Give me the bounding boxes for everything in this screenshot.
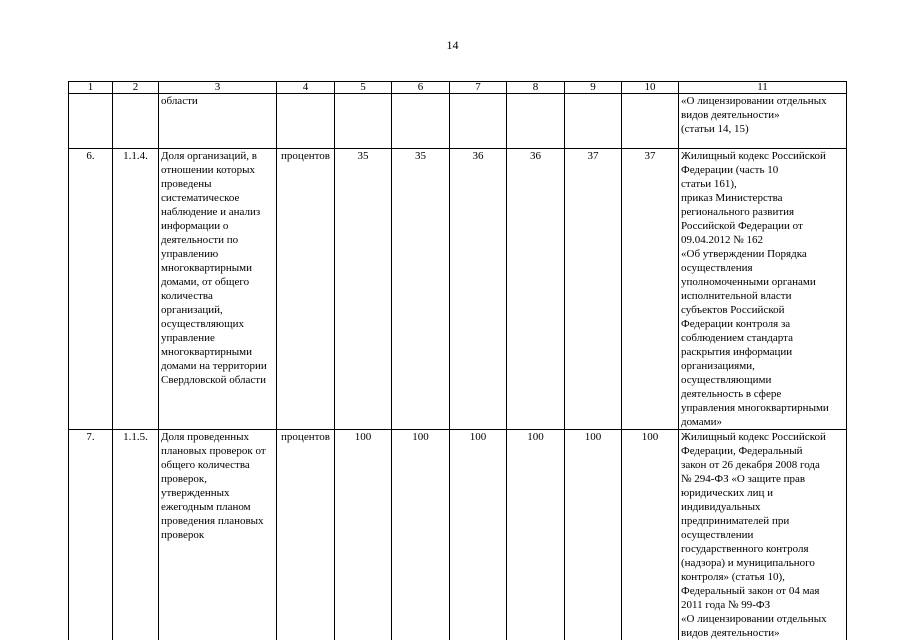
value-col6: 100 (392, 430, 450, 640)
value-col8: 36 (507, 149, 565, 430)
indicators-table (68, 81, 847, 640)
row-number (69, 94, 113, 149)
indicator-code: 1.1.4. (113, 149, 159, 430)
column-header: 8 (507, 82, 565, 94)
indicator-code (113, 94, 159, 149)
value-col7 (450, 94, 507, 149)
indicator-name: Доля проведенных плановых проверок от общего количества проверок, утвержденных ежегодным планом проведения плановых проверок (159, 430, 277, 640)
unit (277, 94, 335, 149)
column-header: 11 (679, 82, 847, 94)
row-number: 6. (69, 149, 113, 430)
value-col9: 100 (565, 430, 622, 640)
column-header: 9 (565, 82, 622, 94)
column-number-header-row (69, 82, 847, 94)
value-col6 (392, 94, 450, 149)
value-col5: 35 (335, 149, 392, 430)
value-col10 (622, 94, 679, 149)
page-number: 14 (446, 38, 459, 52)
table-row (69, 430, 847, 640)
column-header: 7 (450, 82, 507, 94)
table-row (69, 149, 847, 430)
column-header: 10 (622, 82, 679, 94)
value-col8 (507, 94, 565, 149)
value-col5: 100 (335, 430, 392, 640)
value-col8: 100 (507, 430, 565, 640)
value-col7: 36 (450, 149, 507, 430)
value-col10: 100 (622, 430, 679, 640)
value-col6: 35 (392, 149, 450, 430)
value-col5 (335, 94, 392, 149)
unit: процентов (277, 149, 335, 430)
value-col7: 100 (450, 430, 507, 640)
indicator-name: области (159, 94, 277, 149)
indicator-name: Доля организаций, в отношении которых проведены систематическое наблюдение и анализ информации о деятельности по управлению многоквартирными домами, от общего количества организаций, осуществляющих управление многоквартирными домами на территории Свердловской области (159, 149, 277, 430)
legal-basis: Жилищный кодекс Российской Федерации (часть 10 статьи 161), приказ Министерства регионального развития Российской Федерации от 09.04.2012 № 162 «Об утверждении Порядка осуществления уполномоченными органами исполнительной власти субъектов Российской Федерации контроля за соблюдением стандарта раскрытия информации организациями, осуществляющими деятельность в сфере управления многоквартирными домами» (679, 149, 847, 430)
legal-basis: «О лицензировании отдельных видов деятельности» (статьи 14, 15) (679, 94, 847, 149)
indicator-code: 1.1.5. (113, 430, 159, 640)
value-col9 (565, 94, 622, 149)
column-header: 6 (392, 82, 450, 94)
unit: процентов (277, 430, 335, 640)
column-header: 5 (335, 82, 392, 94)
column-header: 4 (277, 82, 335, 94)
row-number: 7. (69, 430, 113, 640)
value-col10: 37 (622, 149, 679, 430)
column-header: 3 (159, 82, 277, 94)
value-col9: 37 (565, 149, 622, 430)
column-header: 2 (113, 82, 159, 94)
legal-basis: Жилищный кодекс Российской Федерации, Федеральный закон от 26 декабря 2008 года № 294-ФЗ «О защите прав юридических лиц и индивидуальных предпринимателей при осуществлении государственного контроля (надзора) и муниципального контроля» (статья 10), Федеральный закон от 04 мая 2011 года № 99-ФЗ «О лицензировании отдельных видов деятельности» (679, 430, 847, 640)
table-row (69, 94, 847, 149)
column-header: 1 (69, 82, 113, 94)
